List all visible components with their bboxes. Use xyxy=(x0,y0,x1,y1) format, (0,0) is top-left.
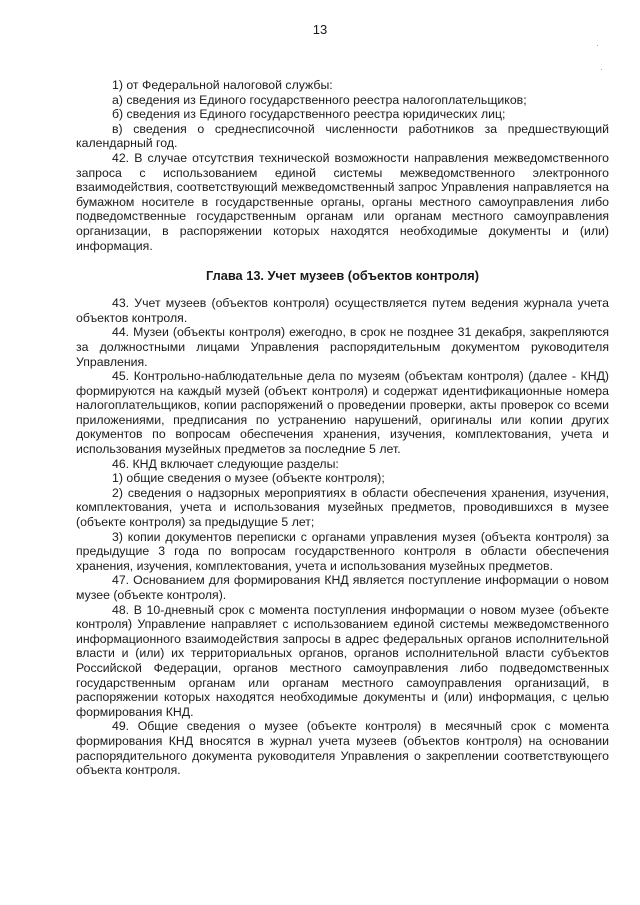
scan-speck: · xyxy=(596,40,599,50)
paragraph: 2) сведения о надзорных мероприятиях в области обеспечения хранения, изучения, комплектования, учета и использования музейных предметов, проводившихся в музее (объекте контроля) за предыдущие 5 лет; xyxy=(76,485,609,530)
page-number: 13 xyxy=(312,22,328,37)
paragraph: 44. Музеи (объекты контроля) ежегодно, в срок не позднее 31 декабря, закрепляются за должностными лицами Управления распорядительным документом руководителя Управления. xyxy=(76,325,609,369)
paragraph: 45. Контрольно-наблюдательные дела по музеям (объектам контроля) (далее - КНД) формируются на каждый музей (объект контроля) и содержат идентификационные номера налогоплательщиков, копии распоряжений о проведении проверки, акты проверок со всеми приложениями, предписания по устранению нарушений, оригиналы или копии других документов по вопросам обеспечения хранения, изучения, комплектования, учета и использования музейных предметов за последние 5 лет. xyxy=(76,369,609,457)
paragraph: 43. Учет музеев (объектов контроля) осуществляется путем ведения журнала учета объектов контроля. xyxy=(76,296,609,325)
paragraph: 1) общие сведения о музее (объекте контроля); xyxy=(112,471,385,486)
paragraph: а) сведения из Единого государственного реестра налогоплательщиков; xyxy=(112,92,527,107)
scan-speck: · xyxy=(600,64,603,74)
paragraph: 48. В 10-дневный срок с момента поступления информации о новом музее (объекте контроля) Управление направляет с использованием единой системы межведомственного информационного взаимодействия запросы в адрес федеральных органов исполнительной власти и (или) их территориальных органов, органов исполнительной власти субъектов Российской Федерации, органов местного самоуправления либо подведомственных государственным органам или органам местного самоуправления организаций, в распоряжении которых находятся необходимые документы и (или) информация, с целью формирования КНД. xyxy=(76,602,609,719)
paragraph: 47. Основанием для формирования КНД является поступление информации о новом музее (объекте контроля). xyxy=(76,573,609,602)
paragraph: 46. КНД включает следующие разделы: xyxy=(112,456,339,471)
paragraph: 3) копии документов переписки с органами управления музея (объекта контроля) за предыдущие 3 года по вопросам государственного контроля в области обеспечения хранения, изучения, комплектования, учета и использования музейных предметов. xyxy=(76,529,609,573)
paragraph: 42. В случае отсутствия технической возможности направления межведомственного запроса с использованием единой системы межведомственного электронного взаимодействия, соответствующий межведомственный запрос Управления направляется на бумажном носителе в государственные органы, органы местного самоуправления либо подведомственные государственным органам или органам местного самоуправления организации, в распоряжении которых находятся необходимые документы и (или) информация. xyxy=(76,150,609,253)
paragraph: в) сведения о среднесписочной численности работников за предшествующий календарный год. xyxy=(76,121,609,151)
paragraph: 1) от Федеральной налоговой службы: xyxy=(112,78,333,92)
paragraph: б) сведения из Единого государственного реестра юридических лиц; xyxy=(112,107,506,122)
document-body xyxy=(76,78,609,778)
chapter-heading: Глава 13. Учет музеев (объектов контроля) xyxy=(205,268,480,284)
paragraph: 49. Общие сведения о музее (объекте контроля) в месячный срок с момента формирования КНД вносятся в журнал учета музеев (объектов контроля) на основании распорядительного документа руководителя Управления о закреплении соответствующего объекта контроля. xyxy=(76,719,609,778)
